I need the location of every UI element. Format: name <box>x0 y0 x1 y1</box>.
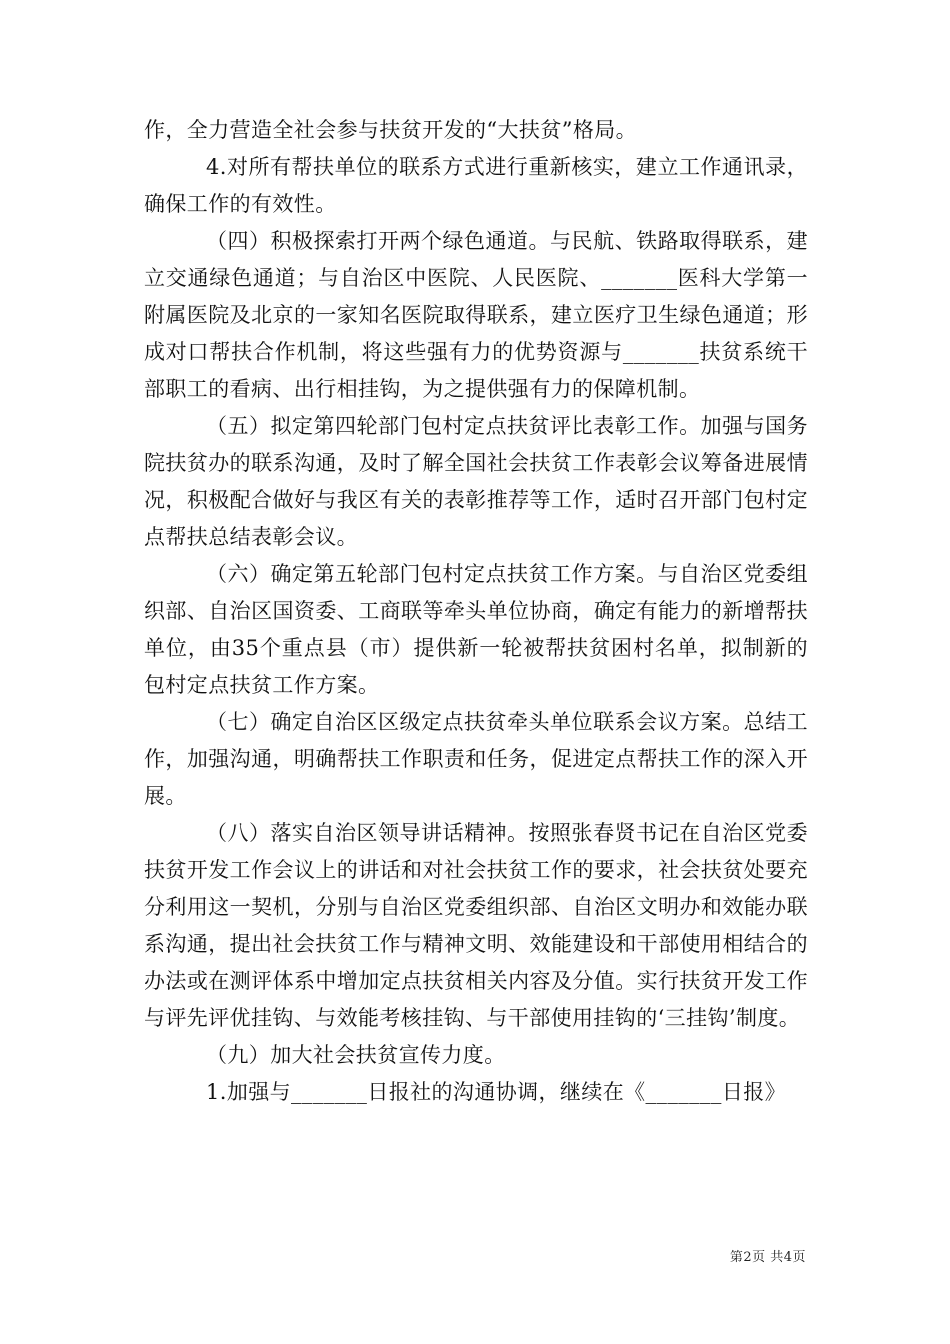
paragraph-8: （九）加大社会扶贫宣传力度。 <box>206 1043 506 1067</box>
document-body <box>144 112 808 1111</box>
paragraph-1: 作，全力营造全社会参与扶贫开发的“大扶贫”格局。 <box>144 118 638 142</box>
paragraph-5: （六）确定第五轮部门包村定点扶贫工作方案。与自治区党委组织部、自治区国资委、工商联等牵头单位协商，确定有能力的新增帮扶单位，由35个重点县（市）提供新一轮被帮扶贫困村名单，拟制新的包村定点扶贫工作方案。 <box>144 562 808 697</box>
paragraph-2: 4.对所有帮扶单位的联系方式进行重新核实，建立工作通讯录，确保工作的有效性。 <box>144 155 808 216</box>
paragraph-7: （八）落实自治区领导讲话精神。按照张春贤书记在自治区党委扶贫开发工作会议上的讲话和对社会扶贫工作的要求，社会扶贫处要充分利用这一契机，分别与自治区党委组织部、自治区文明办和效能办联系沟通，提出社会扶贫工作与精神文明、效能建设和干部使用相结合的办法或在测评体系中增加定点扶贫相关内容及分值。实行扶贫开发工作与评先评优挂钩、与效能考核挂钩、与干部使用挂钩的‘三挂钩’制度。 <box>144 821 808 1030</box>
page-number-footer: 第2页 共4页 <box>729 1250 806 1265</box>
paragraph-3: （四）积极探索打开两个绿色通道。与民航、铁路取得联系，建立交通绿色通道；与自治区中医院、人民医院、_______医科大学第一附属医院及北京的一家知名医院取得联系，建立医疗卫生绿色通道；形成对口帮扶合作机制，将这些强有力的优势资源与_______扶贫系统干部职工的看病、出行相挂钩，为之提供强有力的保障机制。 <box>144 229 808 401</box>
paragraph-9: 1.加强与_______日报社的沟通协调，继续在《_______日报》 <box>206 1080 787 1104</box>
paragraph-6: （七）确定自治区区级定点扶贫牵头单位联系会议方案。总结工作，加强沟通，明确帮扶工作职责和任务，促进定点帮扶工作的深入开展。 <box>144 710 808 808</box>
paragraph-4: （五）拟定第四轮部门包村定点扶贫评比表彰工作。加强与国务院扶贫办的联系沟通，及时了解全国社会扶贫工作表彰会议筹备进展情况，积极配合做好与我区有关的表彰推荐等工作，适时召开部门包村定点帮扶总结表彰会议。 <box>144 414 808 549</box>
